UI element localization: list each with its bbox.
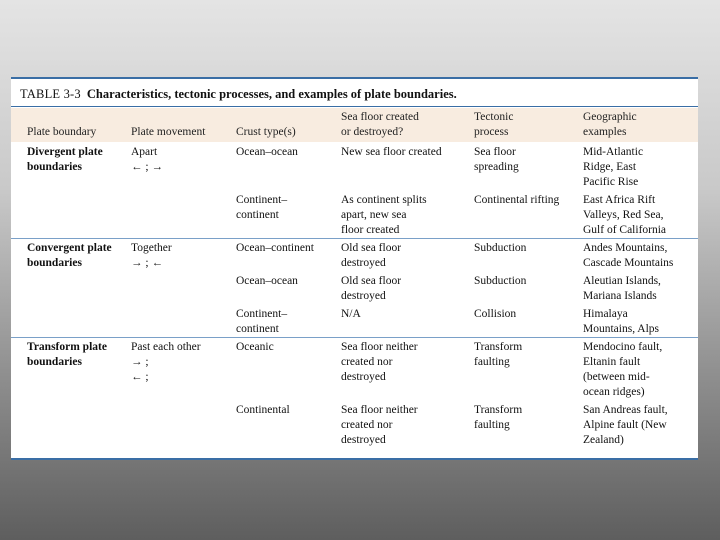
plate-boundary-name-line: Divergent plate	[27, 146, 103, 158]
sea-floor-status-line: N/A	[341, 308, 361, 320]
tectonic-process-line: Sea floor	[474, 146, 516, 158]
tectonic-process	[474, 340, 522, 370]
sea-floor-status-line: floor created	[341, 224, 400, 236]
sea-floor-status-line: apart, new sea	[341, 209, 407, 221]
geographic-examples-line: Cascade Mountains	[583, 257, 674, 269]
header-crust-type	[236, 125, 296, 140]
sea-floor-status	[341, 145, 442, 160]
crust-type	[236, 193, 287, 223]
header-sea-floor-line: Sea floor created	[341, 111, 419, 123]
sea-floor-status	[341, 403, 418, 448]
crust-type-line: Ocean–ocean	[236, 275, 298, 287]
tectonic-process	[474, 274, 526, 289]
plate-movement	[131, 241, 172, 271]
geographic-examples-line: ocean ridges)	[583, 386, 645, 398]
plate-movement-line: → ;	[131, 356, 149, 368]
tectonic-process-line: faulting	[474, 419, 510, 431]
plate-movement-line: Past each other	[131, 341, 201, 353]
tectonic-process	[474, 241, 526, 256]
plate-movement-line: Apart	[131, 146, 158, 158]
geographic-examples	[583, 403, 668, 448]
tectonic-process	[474, 403, 522, 433]
geographic-examples	[583, 241, 673, 271]
plate-movement-line: → ; ←	[131, 257, 163, 269]
crust-type-line: continent	[236, 323, 279, 335]
crust-type	[236, 403, 290, 418]
tectonic-process-line: spreading	[474, 161, 519, 173]
table-title: Characteristics, tectonic processes, and examples of plate boundaries.	[86, 87, 457, 101]
sea-floor-status	[341, 274, 401, 304]
sea-floor-status	[341, 241, 401, 271]
geographic-examples-line: Pacific Rise	[583, 176, 639, 188]
geographic-examples	[583, 193, 666, 238]
plate-boundary-name	[27, 340, 107, 370]
geographic-examples-line: Eltanin fault	[583, 356, 641, 368]
plate-movement-line: ← ; →	[131, 161, 163, 173]
header-sea-floor-line: or destroyed?	[341, 126, 404, 138]
geographic-examples	[583, 340, 662, 400]
tectonic-process-line: Continental rifting	[474, 194, 560, 206]
sea-floor-status	[341, 340, 418, 385]
tectonic-process-line: Transform	[474, 341, 523, 353]
crust-type-line: continent	[236, 209, 279, 221]
group-separator	[11, 238, 698, 239]
tectonic-process	[474, 307, 516, 322]
crust-type-line: Continental	[236, 404, 290, 416]
tectonic-process-line: Subduction	[474, 242, 527, 254]
geographic-examples-line: Mariana Islands	[583, 290, 657, 302]
plate-boundary-name-line: boundaries	[27, 161, 82, 173]
crust-type-line: Ocean–ocean	[236, 146, 298, 158]
plate-boundary-name-line: boundaries	[27, 356, 82, 368]
crust-type	[236, 340, 274, 355]
header-plate-movement	[131, 125, 205, 140]
crust-type-line: Continent–	[236, 308, 288, 320]
header-sea-floor	[341, 110, 419, 140]
crust-type	[236, 145, 298, 160]
sea-floor-status-line: Sea floor neither	[341, 404, 418, 416]
header-crust-type-line: Crust type(s)	[236, 126, 296, 138]
crust-type	[236, 241, 314, 256]
geographic-examples	[583, 307, 659, 337]
geographic-examples-line: Alpine fault (New	[583, 419, 667, 431]
geographic-examples-line: Andes Mountains,	[583, 242, 668, 254]
group-separator	[11, 337, 698, 338]
geographic-examples-line: Mid-Atlantic	[583, 146, 644, 158]
sea-floor-status-line: destroyed	[341, 290, 386, 302]
plate-boundary-name-line: boundaries	[27, 257, 82, 269]
header-plate-movement-line: Plate movement	[131, 126, 206, 138]
tectonic-process-line: Transform	[474, 404, 523, 416]
header-tectonic-process	[474, 110, 513, 140]
plate-movement	[131, 145, 163, 175]
table-number: TABLE 3-3	[20, 87, 81, 101]
sea-floor-status-line: Old sea floor	[341, 275, 402, 287]
plate-movement	[131, 340, 201, 385]
header-geographic-examples-line: Geographic	[583, 111, 637, 123]
geographic-examples-line: Mendocino fault,	[583, 341, 663, 353]
table-card	[11, 77, 698, 460]
plate-boundary-name-line: Convergent plate	[27, 242, 112, 254]
plate-movement-line: Together	[131, 242, 172, 254]
sea-floor-status-line: destroyed	[341, 371, 386, 383]
tectonic-process-line: faulting	[474, 356, 510, 368]
plate-boundary-name	[27, 241, 112, 271]
geographic-examples-line: East Africa Rift	[583, 194, 656, 206]
geographic-examples	[583, 274, 661, 304]
geographic-examples-line: Aleutian Islands,	[583, 275, 661, 287]
sea-floor-status-line: Old sea floor	[341, 242, 402, 254]
sea-floor-status	[341, 307, 361, 322]
tectonic-process	[474, 145, 519, 175]
geographic-examples-line: Gulf of California	[583, 224, 667, 236]
header-plate-boundary-line: Plate boundary	[27, 126, 97, 138]
caption-rule	[11, 106, 698, 107]
geographic-examples-line: Zealand)	[583, 434, 624, 446]
sea-floor-status-line: created nor	[341, 356, 393, 368]
geographic-examples-line: (between mid-	[583, 371, 650, 383]
sea-floor-status-line: destroyed	[341, 257, 386, 269]
header-tectonic-process-line: process	[474, 126, 509, 138]
crust-type	[236, 274, 298, 289]
crust-type	[236, 307, 287, 337]
sea-floor-status-line: New sea floor created	[341, 146, 442, 158]
crust-type-line: Ocean–continent	[236, 242, 314, 254]
table-caption	[20, 87, 457, 102]
geographic-examples-line: Ridge, East	[583, 161, 637, 173]
tectonic-process-line: Subduction	[474, 275, 527, 287]
sea-floor-status-line: Sea floor neither	[341, 341, 418, 353]
crust-type-line: Oceanic	[236, 341, 274, 353]
geographic-examples	[583, 145, 643, 190]
geographic-examples-line: Mountains, Alps	[583, 323, 660, 335]
sea-floor-status-line: destroyed	[341, 434, 386, 446]
tectonic-process	[474, 193, 559, 208]
header-geographic-examples	[583, 110, 637, 140]
sea-floor-status	[341, 193, 427, 238]
plate-movement-line: ← ;	[131, 371, 149, 383]
geographic-examples-line: Valleys, Red Sea,	[583, 209, 664, 221]
tectonic-process-line: Collision	[474, 308, 517, 320]
header-tectonic-process-line: Tectonic	[474, 111, 514, 123]
plate-boundary-name-line: Transform plate	[27, 341, 107, 353]
plate-boundary-name	[27, 145, 103, 175]
geographic-examples-line: Himalaya	[583, 308, 628, 320]
sea-floor-status-line: As continent splits	[341, 194, 427, 206]
geographic-examples-line: San Andreas fault,	[583, 404, 668, 416]
header-plate-boundary	[27, 125, 96, 140]
crust-type-line: Continent–	[236, 194, 288, 206]
header-geographic-examples-line: examples	[583, 126, 627, 138]
sea-floor-status-line: created nor	[341, 419, 393, 431]
